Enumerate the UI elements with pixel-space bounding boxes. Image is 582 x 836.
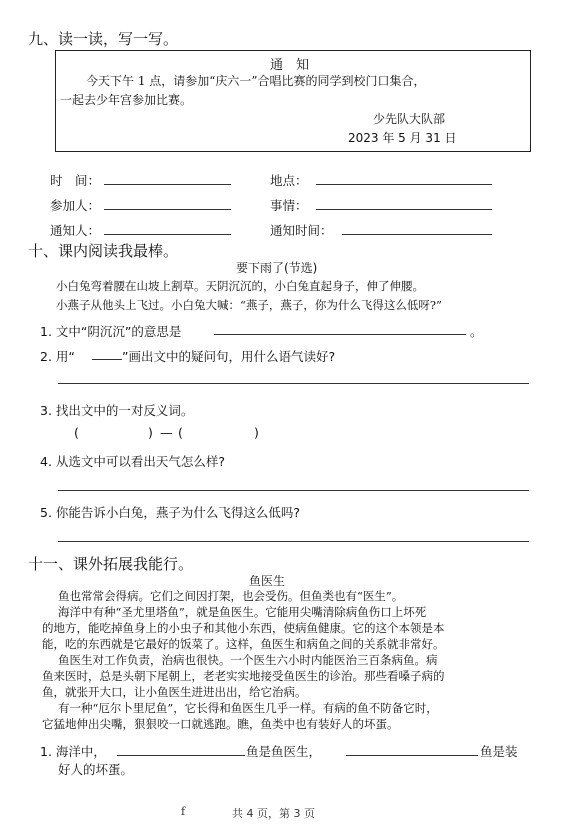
fish-p2-line2: 的地方，能吃掉鱼身上的小虫子和其他小东西，使病鱼健康。它的这个本领是本 [42,621,445,635]
field-place-label: 地点： [270,173,308,188]
field-time-blank[interactable] [104,184,231,185]
s11-q1-text-end: 鱼是装 [480,744,518,759]
fish-p4-line1: 有一种“厄尔卜里尼鱼”，它长得和鱼医生几乎一样。有病的鱼不防备它时， [58,701,438,715]
q5-answer-line[interactable] [58,541,529,542]
s11-q1-blank-2[interactable] [346,755,478,756]
notice-signature: 少先队大队部 [373,112,446,126]
field-notifier-label: 通知人： [50,223,101,238]
q1-end: 。 [470,324,483,339]
q2-underline-sample [92,359,122,360]
field-place-blank[interactable] [316,184,492,185]
section10-title: 十、课内阅读我最棒。 [28,242,179,260]
q4-text: 4. 从选文中可以看出天气怎么样? [40,454,226,469]
field-time-label: 时 间： [50,173,101,188]
q2-answer-line[interactable] [58,383,529,384]
q3-paren-open-2: ( [178,425,183,440]
section9-title: 九、读一读，写一写。 [28,30,179,48]
notice-title: 通 知 [270,58,310,73]
notice-date: 2023 年 5 月 31 日 [348,131,457,145]
field-matter-label: 事情： [270,198,308,213]
footer-page-number: 共 4 页，第 3 页 [232,807,315,820]
notice-body-line2: 一起去少年宫参加比赛。 [60,93,193,107]
fish-p2-line3: 能，吃的东西就是它最好的饭菜了。这样，鱼医生和病鱼之间的关系就非常好。 [42,637,445,651]
field-matter-blank[interactable] [316,209,492,210]
q3-paren-open-1: ( [74,425,79,440]
s11-q1-text-start: 1. 海洋中， [40,744,106,759]
q3-paren-close-1: ) [148,425,153,440]
q1-blank[interactable] [214,334,466,335]
passage-line1: 小白兔弯着腰在山坡上割草。天阴沉沉的，小白兔直起身子，伸了伸腰。 [56,279,424,293]
s11-q1-blank-1[interactable] [117,755,245,756]
q3-text: 3. 找出文中的一对反义词。 [40,403,194,418]
field-notifier-blank[interactable] [104,234,231,235]
s11-q1-text-mid: 鱼是鱼医生， [246,744,322,759]
q3-dash: — [160,425,173,440]
q3-paren-close-2: ) [254,425,259,440]
q4-answer-line[interactable] [58,490,529,491]
q2-text-end: ”画出文中的疑问句，用什么语气读好? [122,349,336,364]
passage-title: 要下雨了(节选) [236,261,318,275]
q1-text: 1. 文中“阴沉沉”的意思是 [40,324,182,339]
fish-p3-line1: 鱼医生对工作负责，治病也很快。一个医生六小时内能医治三百条病鱼。病 [58,653,438,667]
field-notify-time-blank[interactable] [342,234,492,235]
section11-title: 十一、课外拓展我能行。 [28,555,194,573]
field-participants-label: 参加人： [50,198,101,213]
footer-mark: f [181,805,186,818]
fish-passage-title: 鱼医生 [249,574,286,588]
fish-p1: 鱼也常常会得病。它们之间因打架，也会受伤。但鱼类也有“医生”。 [58,589,404,603]
notice-body-line1: 今天下午 1 点，请参加“庆六一”合唱比赛的同学到校门口集合， [86,74,426,88]
passage-line2: 小燕子从他头上飞过。小白兔大喊：“燕子，燕子，你为什么飞得这么低呀?” [56,298,442,312]
fish-p3-line2: 鱼来医时，总是头朝下尾朝上，老老实实地接受鱼医生的诊治。那些看嗓子病的 [42,669,445,683]
field-notify-time-label: 通知时间： [270,223,333,238]
s11-q1-text-line2: 好人的坏蛋。 [58,762,134,777]
fish-p4-line2: 它猛地伸出尖嘴，狠狠咬一口就逃跑。瞧，鱼类中也有装好人的坏蛋。 [42,717,399,731]
fish-p2-line1: 海洋中有种“圣尤里塔鱼”，就是鱼医生。它能用尖嘴清除病鱼伤口上坏死 [58,605,427,619]
q5-text: 5. 你能告诉小白兔，燕子为什么飞得这么低吗? [40,505,301,520]
fish-p3-line3: 鱼，就张开大口，让小鱼医生进进出出，给它治病。 [42,685,307,699]
field-participants-blank[interactable] [104,209,231,210]
q2-text-start: 2. 用“ [40,349,75,364]
